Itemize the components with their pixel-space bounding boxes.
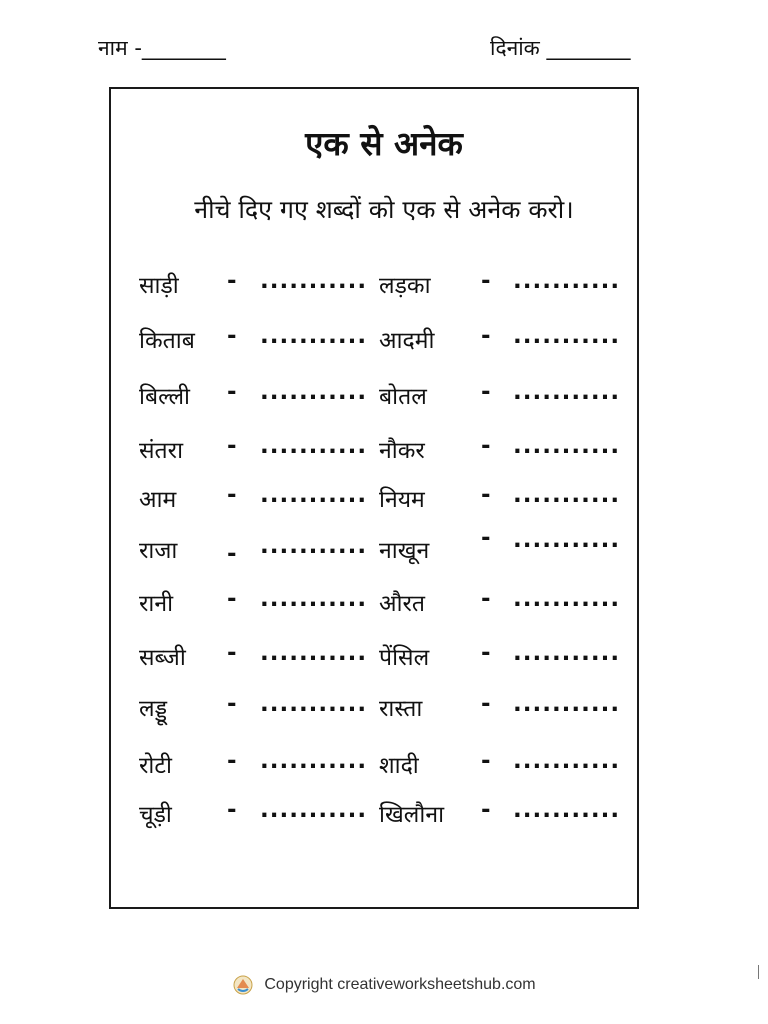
dash: -	[481, 379, 491, 405]
right-word: औरत	[379, 591, 426, 617]
name-label: नाम -	[98, 36, 142, 60]
right-word: नौकर	[379, 438, 425, 464]
dash: -	[227, 482, 237, 508]
left-word: रानी	[139, 591, 174, 617]
word-row	[0, 482, 768, 522]
answer-blank-right[interactable]: ...........	[513, 482, 621, 508]
footer	[0, 974, 768, 996]
page-edge-mark	[758, 965, 759, 979]
answer-blank-right[interactable]: ...........	[513, 797, 621, 823]
word-row	[0, 691, 768, 731]
answer-blank-right[interactable]: ...........	[513, 586, 621, 612]
word-row	[0, 433, 768, 473]
dash: -	[227, 268, 237, 294]
left-word: संतरा	[139, 438, 184, 464]
dash: -	[227, 541, 237, 567]
dash: -	[227, 691, 237, 717]
worksheet-instruction: नीचे दिए गए शब्दों को एक से अनेक करो।	[194, 195, 574, 224]
answer-blank-right[interactable]: ...........	[513, 379, 621, 405]
name-blank[interactable]: ________	[141, 36, 226, 60]
dash: -	[227, 748, 237, 774]
answer-blank-left[interactable]: ...........	[260, 433, 368, 459]
word-row	[0, 586, 768, 626]
answer-blank-left[interactable]: ...........	[260, 268, 368, 294]
copyright-text: Copyright creativeworksheetshub.com	[264, 976, 536, 993]
right-word: रास्ता	[379, 696, 423, 722]
left-word: राजा	[139, 538, 178, 564]
answer-blank-left[interactable]: ...........	[260, 586, 368, 612]
answer-blank-left[interactable]: ...........	[260, 748, 368, 774]
dash: -	[481, 482, 491, 508]
answer-blank-right[interactable]: ...........	[513, 323, 621, 349]
answer-blank-right[interactable]: ...........	[513, 748, 621, 774]
left-word: किताब	[139, 328, 195, 354]
dash: -	[227, 586, 237, 612]
word-row	[0, 525, 768, 573]
dash: -	[227, 640, 237, 666]
right-word: लड़का	[379, 273, 431, 299]
left-word: आम	[139, 487, 177, 513]
dash: -	[481, 640, 491, 666]
left-word: सब्जी	[139, 645, 186, 671]
answer-blank-left[interactable]: ...........	[260, 379, 368, 405]
answer-blank-right[interactable]: ...........	[513, 433, 621, 459]
left-word: बिल्ली	[139, 384, 191, 410]
dash: -	[481, 433, 491, 459]
word-row	[0, 323, 768, 363]
left-word: साड़ी	[139, 273, 179, 299]
word-row	[0, 640, 768, 680]
date-blank[interactable]: ________	[546, 36, 631, 60]
site-logo-icon	[232, 974, 254, 996]
answer-blank-right[interactable]: ...........	[513, 268, 621, 294]
right-word: बोतल	[379, 384, 427, 410]
answer-blank-right[interactable]: ...........	[513, 527, 621, 553]
right-word: शादी	[379, 753, 419, 779]
dash: -	[227, 323, 237, 349]
dash: -	[227, 433, 237, 459]
word-row	[0, 797, 768, 837]
date-field	[490, 34, 631, 62]
dash: -	[481, 586, 491, 612]
word-row	[0, 268, 768, 308]
dash: -	[481, 268, 491, 294]
dash: -	[481, 797, 491, 823]
right-word: पेंसिल	[379, 645, 430, 671]
dash: -	[481, 323, 491, 349]
dash: -	[481, 748, 491, 774]
dash: -	[481, 691, 491, 717]
left-word: चूड़ी	[139, 802, 172, 828]
dash: -	[227, 379, 237, 405]
date-label: दिनांक	[490, 36, 540, 60]
dash: -	[481, 525, 491, 551]
answer-blank-left[interactable]: ...........	[260, 691, 368, 717]
word-row	[0, 748, 768, 788]
answer-blank-left[interactable]: ...........	[260, 797, 368, 823]
word-row	[0, 379, 768, 419]
worksheet-title: एक से अनेक	[305, 124, 463, 163]
answer-blank-left[interactable]: ...........	[260, 323, 368, 349]
answer-blank-left[interactable]: ...........	[260, 482, 368, 508]
answer-blank-right[interactable]: ...........	[513, 691, 621, 717]
left-word: रोटी	[139, 753, 172, 779]
answer-blank-left[interactable]: ...........	[260, 533, 368, 559]
dash: -	[227, 797, 237, 823]
right-word: नाखून	[379, 538, 430, 564]
answer-blank-right[interactable]: ...........	[513, 640, 621, 666]
right-word: आदमी	[379, 328, 435, 354]
right-word: खिलौना	[379, 802, 445, 828]
answer-blank-left[interactable]: ...........	[260, 640, 368, 666]
name-field	[98, 34, 226, 62]
right-word: नियम	[379, 487, 425, 513]
left-word: लड्डू	[139, 696, 168, 722]
